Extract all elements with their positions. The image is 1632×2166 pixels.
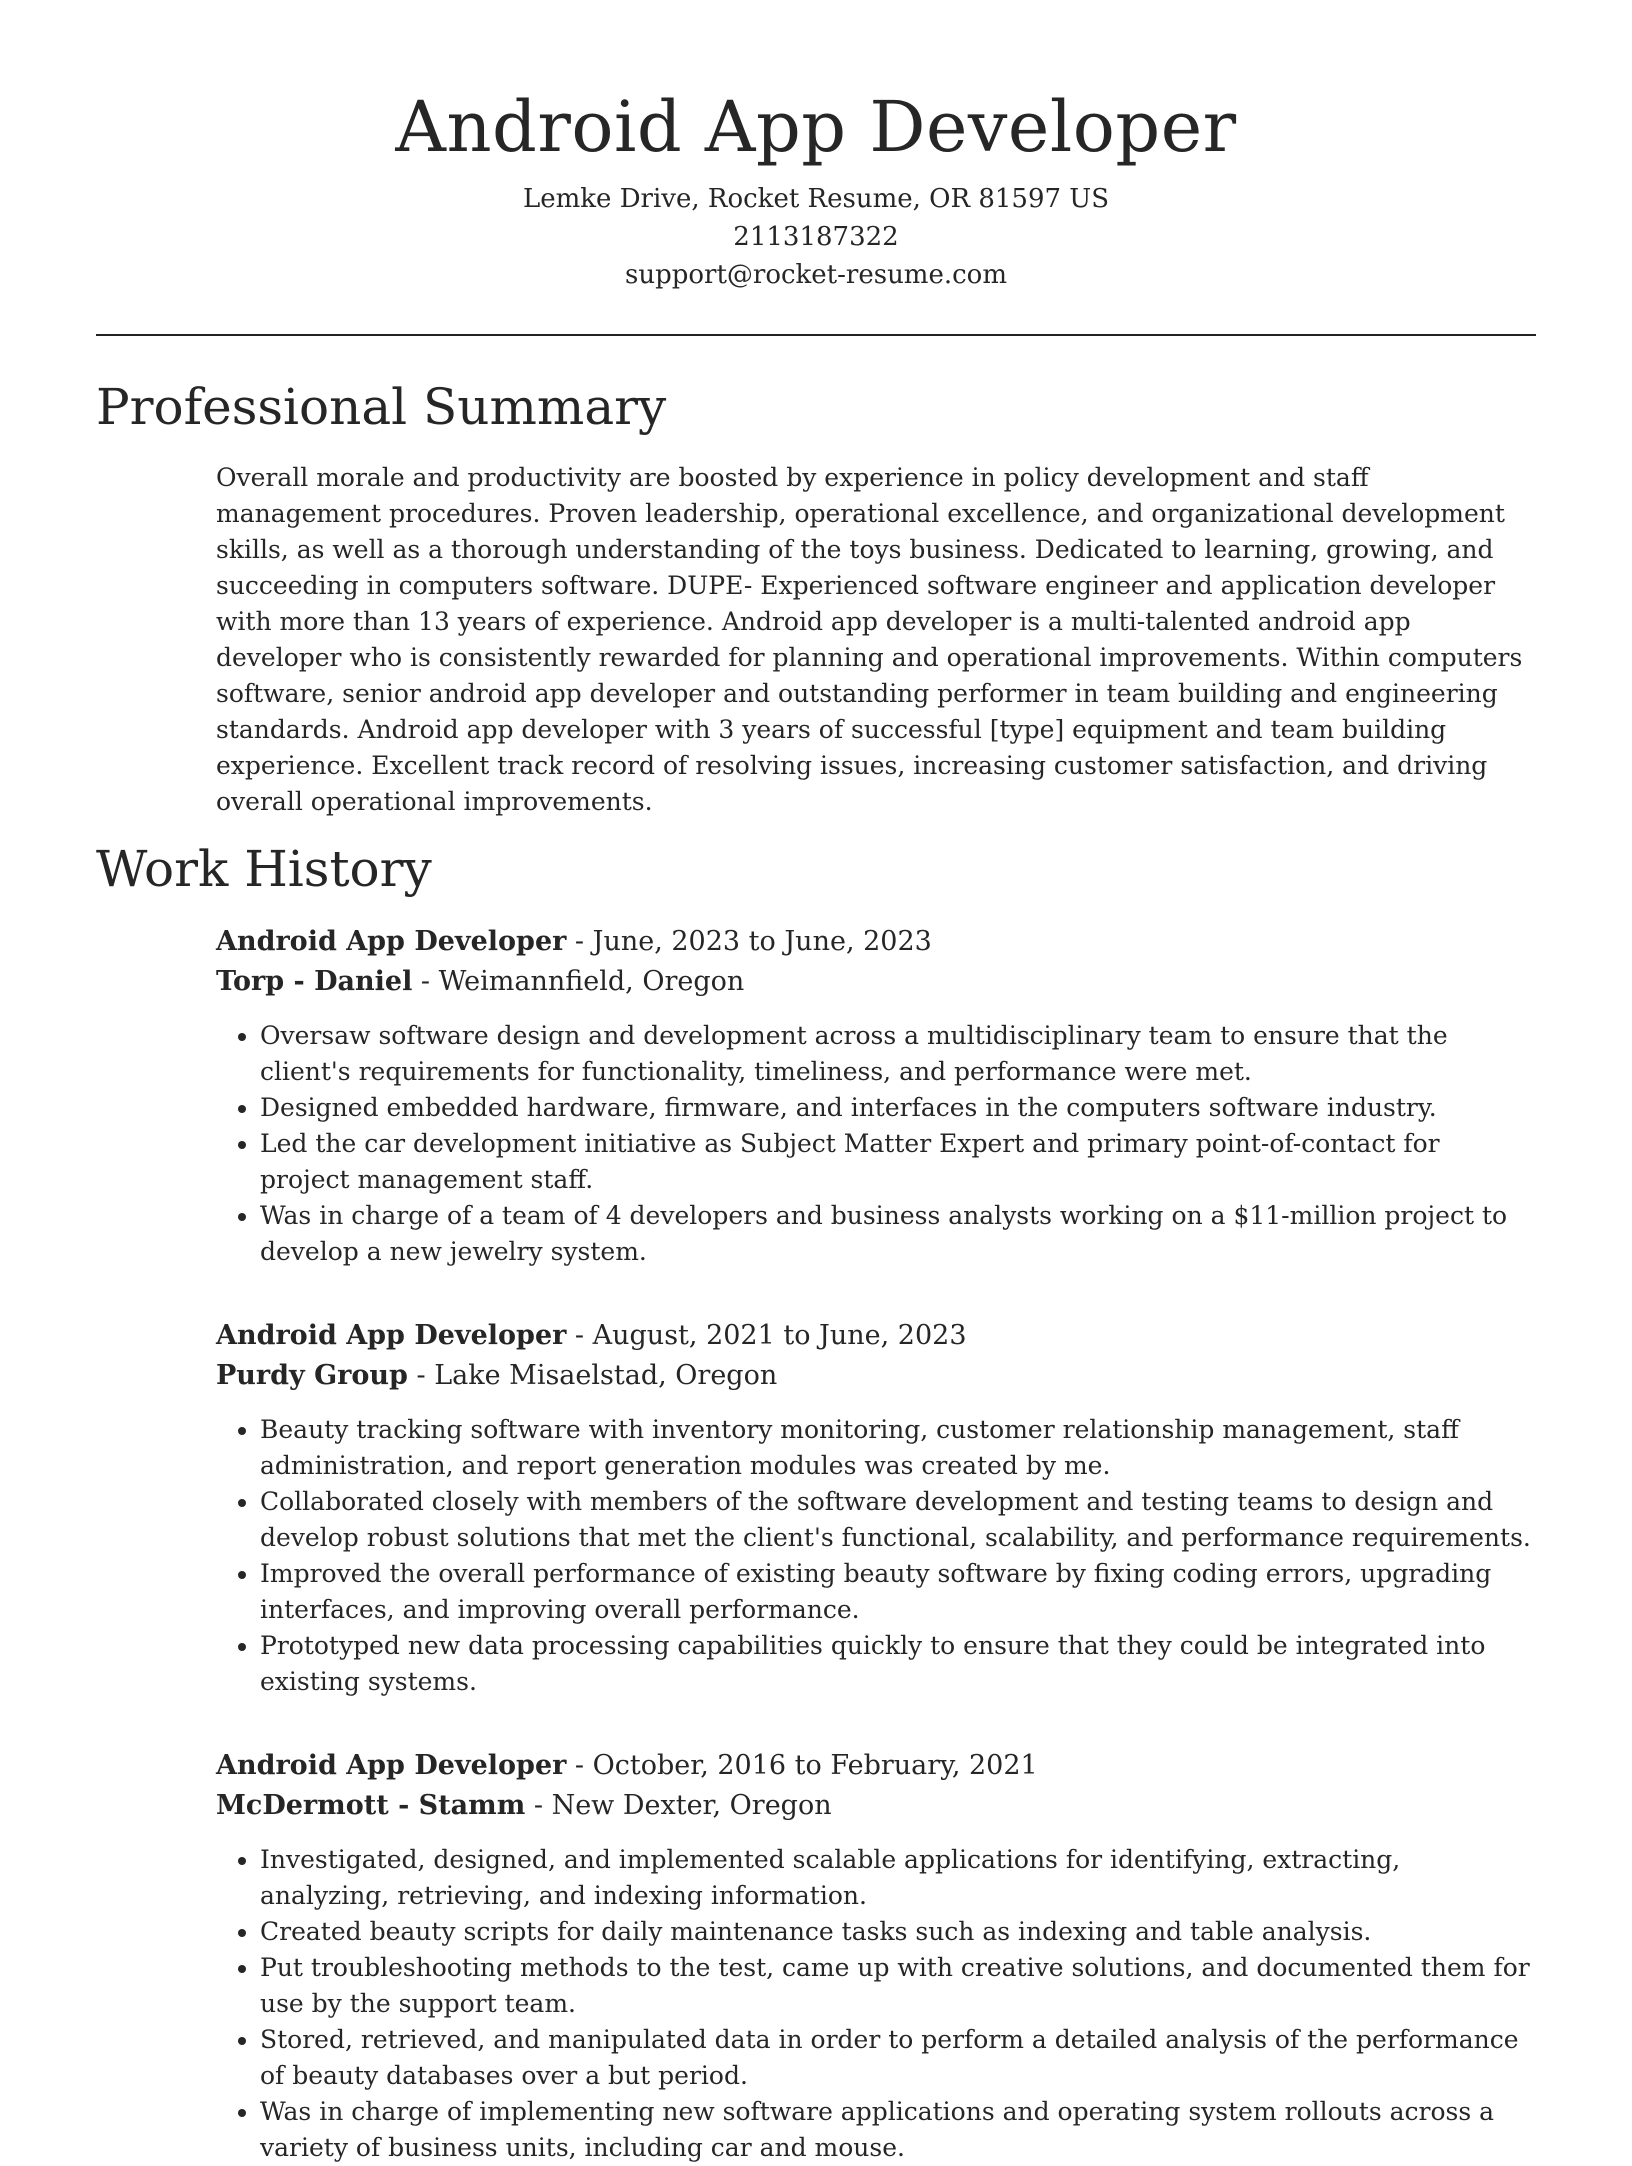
contact-phone: 2113187322 [733,222,899,252]
job-entry [216,922,1536,1270]
job-role: Android App Developer [216,1750,567,1781]
job-dates: - August, 2021 to June, 2023 [566,1320,967,1351]
job-bullets [216,1018,1536,1270]
job-company: Purdy Group [216,1360,408,1391]
job-entry [216,1316,1536,1700]
job-title-line [216,1746,1536,1786]
job-company: McDermott - Stamm [216,1790,526,1821]
contact-email: support@rocket-resume.com [624,260,1007,290]
job-bullets [216,1842,1536,2166]
job-bullet: • Beauty tracking software with inventory monitoring, customer relationship management, staff administration, and report generation modules was created by me. [260,1412,1536,1484]
job-role: Android App Developer [216,1320,567,1351]
job-company-line [216,1356,1536,1396]
summary-text: Overall morale and productivity are boosted by experience in policy development and staff management procedures. Proven leadership, operational excellence, and organizational development skills, as well as a thorough understanding of the toys business. Dedicated to learning, growing, and succeeding in computers software. DUPE- Experienced software engineer and application developer with more than 13 years of experience. Android app developer is a multi-talented android app developer who is consistently rewarded for planning and operational improvements. Within computers software, senior android app developer and outstanding performer in team building and engineering standards. Android app developer with 3 years of successful [type] equipment and team building experience. Excellent track record of resolving issues, increasing customer satisfaction, and driving overall operational improvements. [216,463,1523,816]
job-bullet: • Led the car development initiative as Subject Matter Expert and primary point-of-contact for project management staff. [260,1126,1536,1198]
header-divider [96,334,1536,336]
resume-header [96,0,1536,294]
job-location: - New Dexter, Oregon [525,1790,832,1821]
job-entry [216,1746,1536,2166]
job-bullet: • Was in charge of a team of 4 developers and business analysts working on a $11-million project to develop a new jewelry system. [260,1198,1536,1270]
section-title-summary: Professional Summary [96,378,667,436]
resume-page [96,0,1536,2166]
job-location: - Weimannfield, Oregon [412,966,745,997]
job-bullet: • Was in charge of implementing new software applications and operating system rollouts across a variety of business units, including car and mouse. [260,2094,1536,2166]
job-bullet: • Designed embedded hardware, firmware, and interfaces in the computers software industry. [260,1090,1536,1126]
job-role: Android App Developer [216,926,567,957]
job-company-line [216,1786,1536,1826]
job-bullet: • Created beauty scripts for daily maintenance tasks such as indexing and table analysis. [260,1914,1536,1950]
job-location: - Lake Misaelstad, Oregon [407,1360,778,1391]
job-company: Torp - Daniel [216,966,413,997]
contact-address: Lemke Drive, Rocket Resume, OR 81597 US [522,184,1110,214]
job-bullet: • Stored, retrieved, and manipulated data in order to perform a detailed analysis of the performance of beauty databases over a but period. [260,2022,1536,2094]
work-history-list [216,922,1536,2166]
job-bullet: • Collaborated closely with members of the software development and testing teams to design and develop robust solutions that met the client's functional, scalability, and performance requirements. [260,1484,1536,1556]
job-dates: - October, 2016 to February, 2021 [566,1750,1038,1781]
contact-block [96,180,1536,294]
job-bullet: • Investigated, designed, and implemented scalable applications for identifying, extracting, analyzing, retrieving, and indexing information. [260,1842,1536,1914]
job-bullet: • Prototyped new data processing capabilities quickly to ensure that they could be integrated into existing systems. [260,1628,1536,1700]
job-dates: - June, 2023 to June, 2023 [566,926,932,957]
job-bullet: • Put troubleshooting methods to the test, came up with creative solutions, and documented them for use by the support team. [260,1950,1536,2022]
job-title-line [216,922,1536,962]
job-bullets [216,1412,1536,1700]
job-bullet: • Oversaw software design and development across a multidisciplinary team to ensure that the client's requirements for functionality, timeliness, and performance were met. [260,1018,1536,1090]
section-title-work-history: Work History [96,840,432,898]
job-company-line [216,962,1536,1002]
candidate-title: Android App Developer [395,86,1237,168]
job-title-line [216,1316,1536,1356]
job-bullet: • Improved the overall performance of existing beauty software by fixing coding errors, upgrading interfaces, and improving overall performance. [260,1556,1536,1628]
